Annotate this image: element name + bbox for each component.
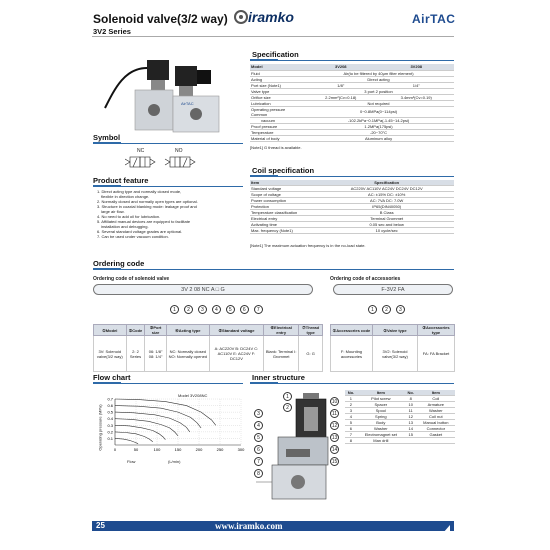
callout: 2 (283, 403, 292, 412)
inner-structure-heading: Inner structure (252, 373, 305, 382)
coil-spec-rule (250, 176, 454, 177)
svg-text:iramko: iramko (248, 9, 294, 25)
accessory-code-circles (368, 298, 405, 316)
list-item: flexible in direction change. (101, 194, 150, 199)
parts-cell: 2 (345, 402, 357, 408)
valve-ordering-table (93, 324, 323, 372)
flow-chart (95, 395, 245, 455)
list-item: 3. Structure in coaxial blanking mode: leakage proof and (97, 204, 197, 209)
parts-cell: 8 (345, 438, 357, 444)
table-row (94, 336, 323, 372)
valve-symbol-diagram (125, 154, 210, 172)
order-header: ⑦Thread type (299, 325, 323, 336)
coil-spec-heading: Coil specification (252, 166, 315, 175)
spec-cell: Aluminum alloy (303, 135, 454, 141)
coil-cell: 0.05 sec and below (319, 222, 454, 228)
parts-cell: Washer (417, 408, 455, 414)
inner-parts-table (345, 390, 455, 444)
flow-chart-xunit: (L/min) (168, 459, 181, 464)
flow-chart-heading: Flow chart (93, 373, 131, 382)
parts-cell: 4 (345, 414, 357, 420)
airtac-logo: AirTAC (412, 12, 456, 26)
callout: 12 (331, 423, 338, 429)
spec-cell: Air(to be filtered by 40μm filter element) (303, 70, 454, 76)
spec-cell: Orifice size (250, 94, 303, 100)
spec-cell: -102.2kPa~0.1MPa(-1.45~14.2psi) (303, 117, 454, 123)
spec-cell: 1/4" (378, 82, 454, 88)
spec-cell: Acting (250, 76, 303, 82)
callout: 1 (283, 392, 292, 401)
parts-cell: Manual button (417, 420, 455, 426)
callout: 3 (254, 409, 263, 418)
parts-cell: 8 (405, 396, 417, 402)
callout: 13 (331, 435, 338, 441)
coil-cell: AC220V AC110V AC24V DC24V DC12V (319, 186, 454, 192)
list-item: large air flow. (101, 209, 125, 214)
spec-cell: 1/8" (303, 82, 378, 88)
flow-chart-rule-accent (93, 382, 121, 384)
callout: 7 (254, 457, 263, 466)
order-cell: 3V2: Solenoid valve(3/2 way) (372, 336, 417, 372)
spec-cell: Valve type (250, 88, 303, 94)
order-header: ③Port size (145, 325, 166, 336)
callout: 5 (254, 433, 263, 442)
specification-table (250, 64, 454, 142)
specification-rule (250, 60, 454, 61)
series-line (115, 419, 178, 436)
valve-ordering-label: Ordering code of solenoid valve (93, 276, 170, 282)
spec-cell: Direct acting (303, 76, 454, 82)
list-item: 7. Can be used under vacuum condition. (97, 234, 169, 239)
spec-header: 3V208 (378, 64, 454, 70)
valve-photo (95, 48, 245, 140)
x-tick-label: 300 (237, 447, 245, 452)
table-row (250, 228, 454, 234)
svg-text:AirTAC: AirTAC (181, 101, 194, 106)
parts-cell: 1 (345, 396, 357, 402)
flow-chart-ylabel: Operating pressure (MPa) (97, 404, 103, 451)
code-circle: 1 (170, 305, 179, 314)
order-header: ②Code (126, 325, 145, 336)
coil-cell: IP65(DIN40050) (319, 204, 454, 210)
code-circle: 7 (254, 305, 263, 314)
ordering-code-heading: Ordering code (93, 259, 145, 268)
y-tick-label: 0.6 (107, 403, 113, 409)
coil-cell: Scope of voltage (250, 192, 319, 198)
parts-cell: 11 (405, 408, 417, 414)
order-header: ②Valve type (372, 325, 417, 336)
spec-cell: vacuum (261, 117, 276, 123)
order-cell: 06: 1/8" 08: 1/4" (145, 336, 166, 372)
order-header: ①Accessories code (331, 325, 373, 336)
spec-cell: 3.4mm²(Cv=0.19) (378, 94, 454, 100)
product-feature-rule-accent (93, 185, 121, 187)
accessory-ordering-label: Ordering code of accessories (330, 276, 401, 282)
spec-header: Model (250, 64, 303, 70)
x-tick-label: 150 (174, 447, 182, 452)
specification-rule-accent (250, 59, 278, 61)
list-item: 1. Direct acting type and normally closed mode, (97, 189, 182, 194)
coil-cell: Standard voltage (250, 186, 319, 192)
flow-chart-model: Model 3V208NC (178, 393, 208, 398)
x-tick-label: 200 (195, 447, 203, 452)
y-tick-label: 0.2 (107, 429, 113, 435)
order-header: ④Acting type (166, 325, 209, 336)
code-circle: 5 (226, 305, 235, 314)
spec-cell: 2.2mm²(Cv=0.18) (303, 94, 378, 100)
x-tick-label: 250 (216, 447, 224, 452)
order-cell: G: G (299, 336, 323, 372)
spec-cell: -20~70°C (303, 129, 454, 135)
spec-cell: Fluid (250, 70, 303, 76)
series-label: 3V2 Series (93, 27, 131, 36)
callout: 6 (254, 445, 263, 454)
parts-cell: Washer (357, 426, 405, 432)
order-cell: F: Mounting accessories (331, 336, 373, 372)
list-item: 5. Affiliated manual devices are equipped to facilitate (97, 219, 191, 224)
code-circle: 3 (198, 305, 207, 314)
spec-cell: Temperature (250, 129, 303, 135)
order-cell: 3V: Solenoid valve(3/2 way) (94, 336, 127, 372)
code-circle: 6 (240, 305, 249, 314)
series-line (115, 438, 138, 443)
footer-url: www.iramko.com (215, 521, 283, 531)
callout: 8 (254, 469, 263, 478)
parts-cell: 3 (345, 408, 357, 414)
parts-cell: 5 (345, 420, 357, 426)
order-cell: FA: FA Bracket (418, 336, 455, 372)
iramko-logo (232, 8, 294, 26)
parts-cell: 6 (345, 426, 357, 432)
valve-code-circles (170, 298, 263, 316)
coil-cell: AC: 7VA DC: 7.0W (319, 198, 454, 204)
coil-cell: 10 cycle/sec (319, 228, 454, 234)
parts-cell: Pilot screw (357, 396, 405, 402)
callout: 15 (331, 459, 338, 465)
specification-heading: Specification (252, 50, 299, 59)
code-circle: 1 (368, 305, 377, 314)
y-tick-label: 0.4 (107, 416, 113, 422)
coil-spec-rule-accent (250, 175, 278, 177)
coil-cell: B Class (319, 210, 454, 216)
order-cell: 2: 2 Series (126, 336, 145, 372)
parts-cell: Spool (357, 408, 405, 414)
parts-cell: Connector (417, 426, 455, 432)
table-row (331, 336, 455, 372)
product-feature-heading: Product feature (93, 176, 149, 185)
parts-cell (417, 438, 455, 444)
flow-chart-xlabel: Flow (127, 459, 136, 464)
parts-header: No. (345, 390, 357, 396)
code-circle: 2 (184, 305, 193, 314)
coil-cell: Protection (250, 204, 319, 210)
parts-cell: 7 (345, 432, 357, 438)
airtac-footer-icon (442, 521, 452, 531)
table-row (250, 106, 454, 117)
inner-structure-diagram (248, 387, 340, 507)
order-cell: Blank: Terminal I: Grommet (264, 336, 299, 372)
parts-cell: Coil nut (417, 414, 455, 420)
coil-header: Specification (319, 180, 454, 186)
symbol-heading: Symbol (93, 133, 121, 142)
parts-cell: Gasket (417, 432, 455, 438)
spec-cell: 1.2MPa(175psi) (303, 123, 454, 129)
coil-cell: Max. frequency (Note1) (250, 228, 319, 234)
y-tick-label: 0.1 (107, 435, 113, 441)
valve-ordering-code: 3V 2 08 NC A □ G (93, 284, 313, 295)
footer-page-number: 25 (96, 521, 105, 530)
header-rule (92, 36, 454, 37)
coil-cell: Electrical entry (250, 216, 319, 222)
spec-cell: Lubrication (250, 100, 303, 106)
order-cell: A: AC220V B: DC24V C: AC110V E: AC24V F: DC12V (209, 336, 263, 372)
parts-cell: Man drill (357, 438, 405, 444)
parts-header: Item (417, 390, 455, 396)
spec-cell: Operating pressure (251, 106, 286, 112)
spec-note: [Note1] G thread is available. (250, 145, 302, 150)
coil-cell: AC: ±15% DC: ±10% (319, 192, 454, 198)
symbol-rule-accent (93, 142, 121, 144)
code-circle: 2 (382, 305, 391, 314)
spec-cell: 3 port 2 position (303, 88, 454, 94)
symbol-nc-label: NC (137, 148, 145, 154)
coil-cell: Power consumption (250, 198, 319, 204)
feature-list (97, 189, 247, 239)
parts-cell: 14 (405, 426, 417, 432)
parts-cell: Spacer (357, 402, 405, 408)
parts-header: No. (405, 390, 417, 396)
callout: 14 (331, 447, 338, 453)
spec-cell: Common (251, 111, 268, 117)
parts-cell: 13 (405, 420, 417, 426)
x-tick-label: 0 (113, 447, 117, 452)
code-circle: 4 (212, 305, 221, 314)
symbol-no-label: NO (175, 148, 183, 154)
callout: 4 (254, 421, 263, 430)
coil-cell: Terminal Grommet (319, 216, 454, 222)
order-header: ③Accessories type (418, 325, 455, 336)
spec-cell: Port size (Note1) (250, 82, 303, 88)
order-header: ①Model (94, 325, 127, 336)
ordering-code-rule (93, 269, 454, 270)
parts-header: Item (357, 390, 405, 396)
callout: 10 (331, 399, 338, 405)
spec-cell: Proof pressure (250, 123, 303, 129)
accessory-ordering-table (330, 324, 455, 372)
list-item: 2. Normally closed and normally open types are optional. (97, 199, 198, 204)
parts-cell: Coil (417, 396, 455, 402)
x-tick-label: 100 (153, 447, 161, 452)
x-tick-label: 50 (133, 447, 139, 452)
parts-cell: Body (357, 420, 405, 426)
y-tick-label: 0.7 (107, 396, 113, 402)
parts-cell: 12 (405, 414, 417, 420)
coil-cell: Temperature classification (250, 210, 319, 216)
ordering-code-rule-accent (93, 268, 121, 270)
table-row (345, 438, 455, 444)
coil-header: Item (250, 180, 319, 186)
code-circle: 3 (396, 305, 405, 314)
spec-header: 3V208 (303, 64, 378, 70)
series-line (115, 406, 201, 428)
spec-cell: Material of body (250, 135, 303, 141)
series-line (115, 432, 153, 442)
parts-cell: Electromagnet set (357, 432, 405, 438)
coil-cell: Activating time (250, 222, 319, 228)
y-tick-label: 0.5 (107, 409, 113, 415)
parts-cell: Spring (357, 414, 405, 420)
parts-cell (405, 438, 417, 444)
parts-cell: 15 (405, 432, 417, 438)
order-header: ⑤Standard voltage (209, 325, 263, 336)
y-tick-label: 0.3 (107, 422, 113, 428)
coil-spec-table (250, 180, 454, 234)
list-item: 6. Several standard voltage grades are optional. (97, 229, 183, 234)
spec-cell-split (250, 106, 303, 117)
parts-cell: Armature (417, 402, 455, 408)
accessory-ordering-code: F-3V2 FA (333, 284, 453, 295)
spec-cell: 0~0.8MPa(0~114psi) (303, 106, 454, 117)
inner-structure-rule (250, 383, 454, 384)
list-item: installation and debugging. (101, 224, 149, 229)
order-header: ⑥Electrical entry (264, 325, 299, 336)
callout: 11 (331, 411, 338, 417)
spec-cell: Not required (303, 100, 454, 106)
parts-cell: 10 (405, 402, 417, 408)
table-row (250, 135, 454, 141)
inner-structure-rule-accent (250, 382, 278, 384)
page-title: Solenoid valve(3/2 way) (93, 12, 228, 26)
list-item: 4. No need to add oil for lubrication. (97, 214, 161, 219)
coil-note: [Note1] The maximum actuation frequency is in the no-load state. (250, 243, 366, 248)
order-cell: NC: Normally closed NO: Normally opened (166, 336, 209, 372)
